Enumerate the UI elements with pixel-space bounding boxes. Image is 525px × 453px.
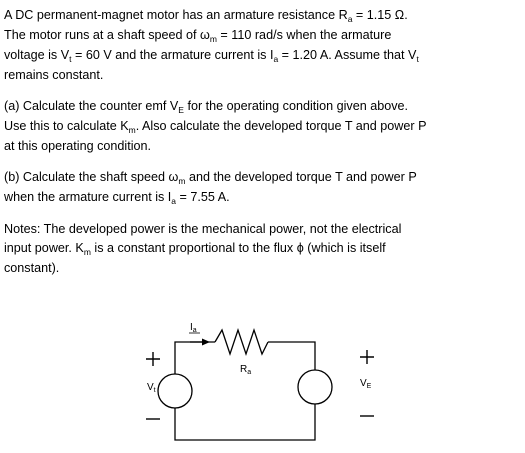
left-source-label: $V_t$ — [147, 382, 156, 394]
intro-paragraph — [4, 6, 519, 85]
part-a-text: . Also calculate the developed torque T and power P — [135, 119, 427, 133]
subscript: t — [416, 54, 419, 64]
subscript: m — [128, 125, 136, 135]
intro-text: The motor runs at a shaft speed of ω — [4, 28, 210, 42]
part-b-text: and the developed torque T and power P — [185, 170, 417, 184]
right-plus-sign — [360, 350, 374, 364]
part-b-text: = 7.55 A. — [176, 190, 230, 204]
subscript: m — [209, 34, 217, 44]
intro-text: = 60 V and the armature current is I — [71, 48, 274, 62]
subscript: a — [171, 196, 177, 206]
subscript: t — [69, 54, 72, 64]
subscript: a — [273, 54, 279, 64]
part-b-paragraph — [4, 168, 519, 208]
subscript: a — [347, 14, 353, 24]
intro-text: A DC permanent-magnet motor has an armature resistance R — [4, 8, 348, 22]
notes-text: is a constant proportional to the flux ϕ (which is itself — [90, 241, 386, 255]
current-arrow-head — [202, 339, 210, 346]
part-a-text: (a) Calculate the counter emf V — [4, 99, 179, 113]
part-b-text: when the armature current is I — [4, 190, 172, 204]
right-source-label: $V_E$ — [360, 378, 372, 390]
intro-text: = 1.15 Ω. — [352, 8, 408, 22]
intro-text: remains constant. — [4, 68, 104, 82]
problem-document — [4, 6, 519, 278]
resistor-zigzag — [215, 330, 268, 354]
subscript: m — [178, 176, 186, 186]
top-right-wire — [268, 342, 315, 372]
notes-text: input power. K — [4, 241, 84, 255]
part-a-text: Use this to calculate K — [4, 119, 129, 133]
part-b-text: (b) Calculate the shaft speed ω — [4, 170, 179, 184]
part-a-text: for the operating condition given above. — [183, 99, 409, 113]
intro-text: voltage is V — [4, 48, 70, 62]
bottom-wire — [175, 400, 315, 440]
subscript: m — [83, 247, 91, 257]
notes-paragraph — [4, 220, 519, 278]
current-label: $I_a$ — [190, 322, 197, 334]
part-a-paragraph — [4, 97, 519, 156]
resistor-label: $R_a$ — [240, 364, 252, 376]
intro-text: = 1.20 A. Assume that V — [278, 48, 417, 62]
intro-text: = 110 rad/s when the armature — [216, 28, 392, 42]
subscript: E — [178, 105, 184, 115]
motor-circuit-diagram — [120, 312, 410, 450]
left-plus-sign — [146, 352, 160, 366]
right-voltage-source — [298, 370, 332, 404]
notes-text: constant). — [4, 261, 60, 275]
notes-text: Notes: The developed power is the mechanical power, not the electrical — [4, 222, 402, 236]
part-a-text: at this operating condition. — [4, 139, 152, 153]
left-voltage-source — [158, 374, 192, 408]
